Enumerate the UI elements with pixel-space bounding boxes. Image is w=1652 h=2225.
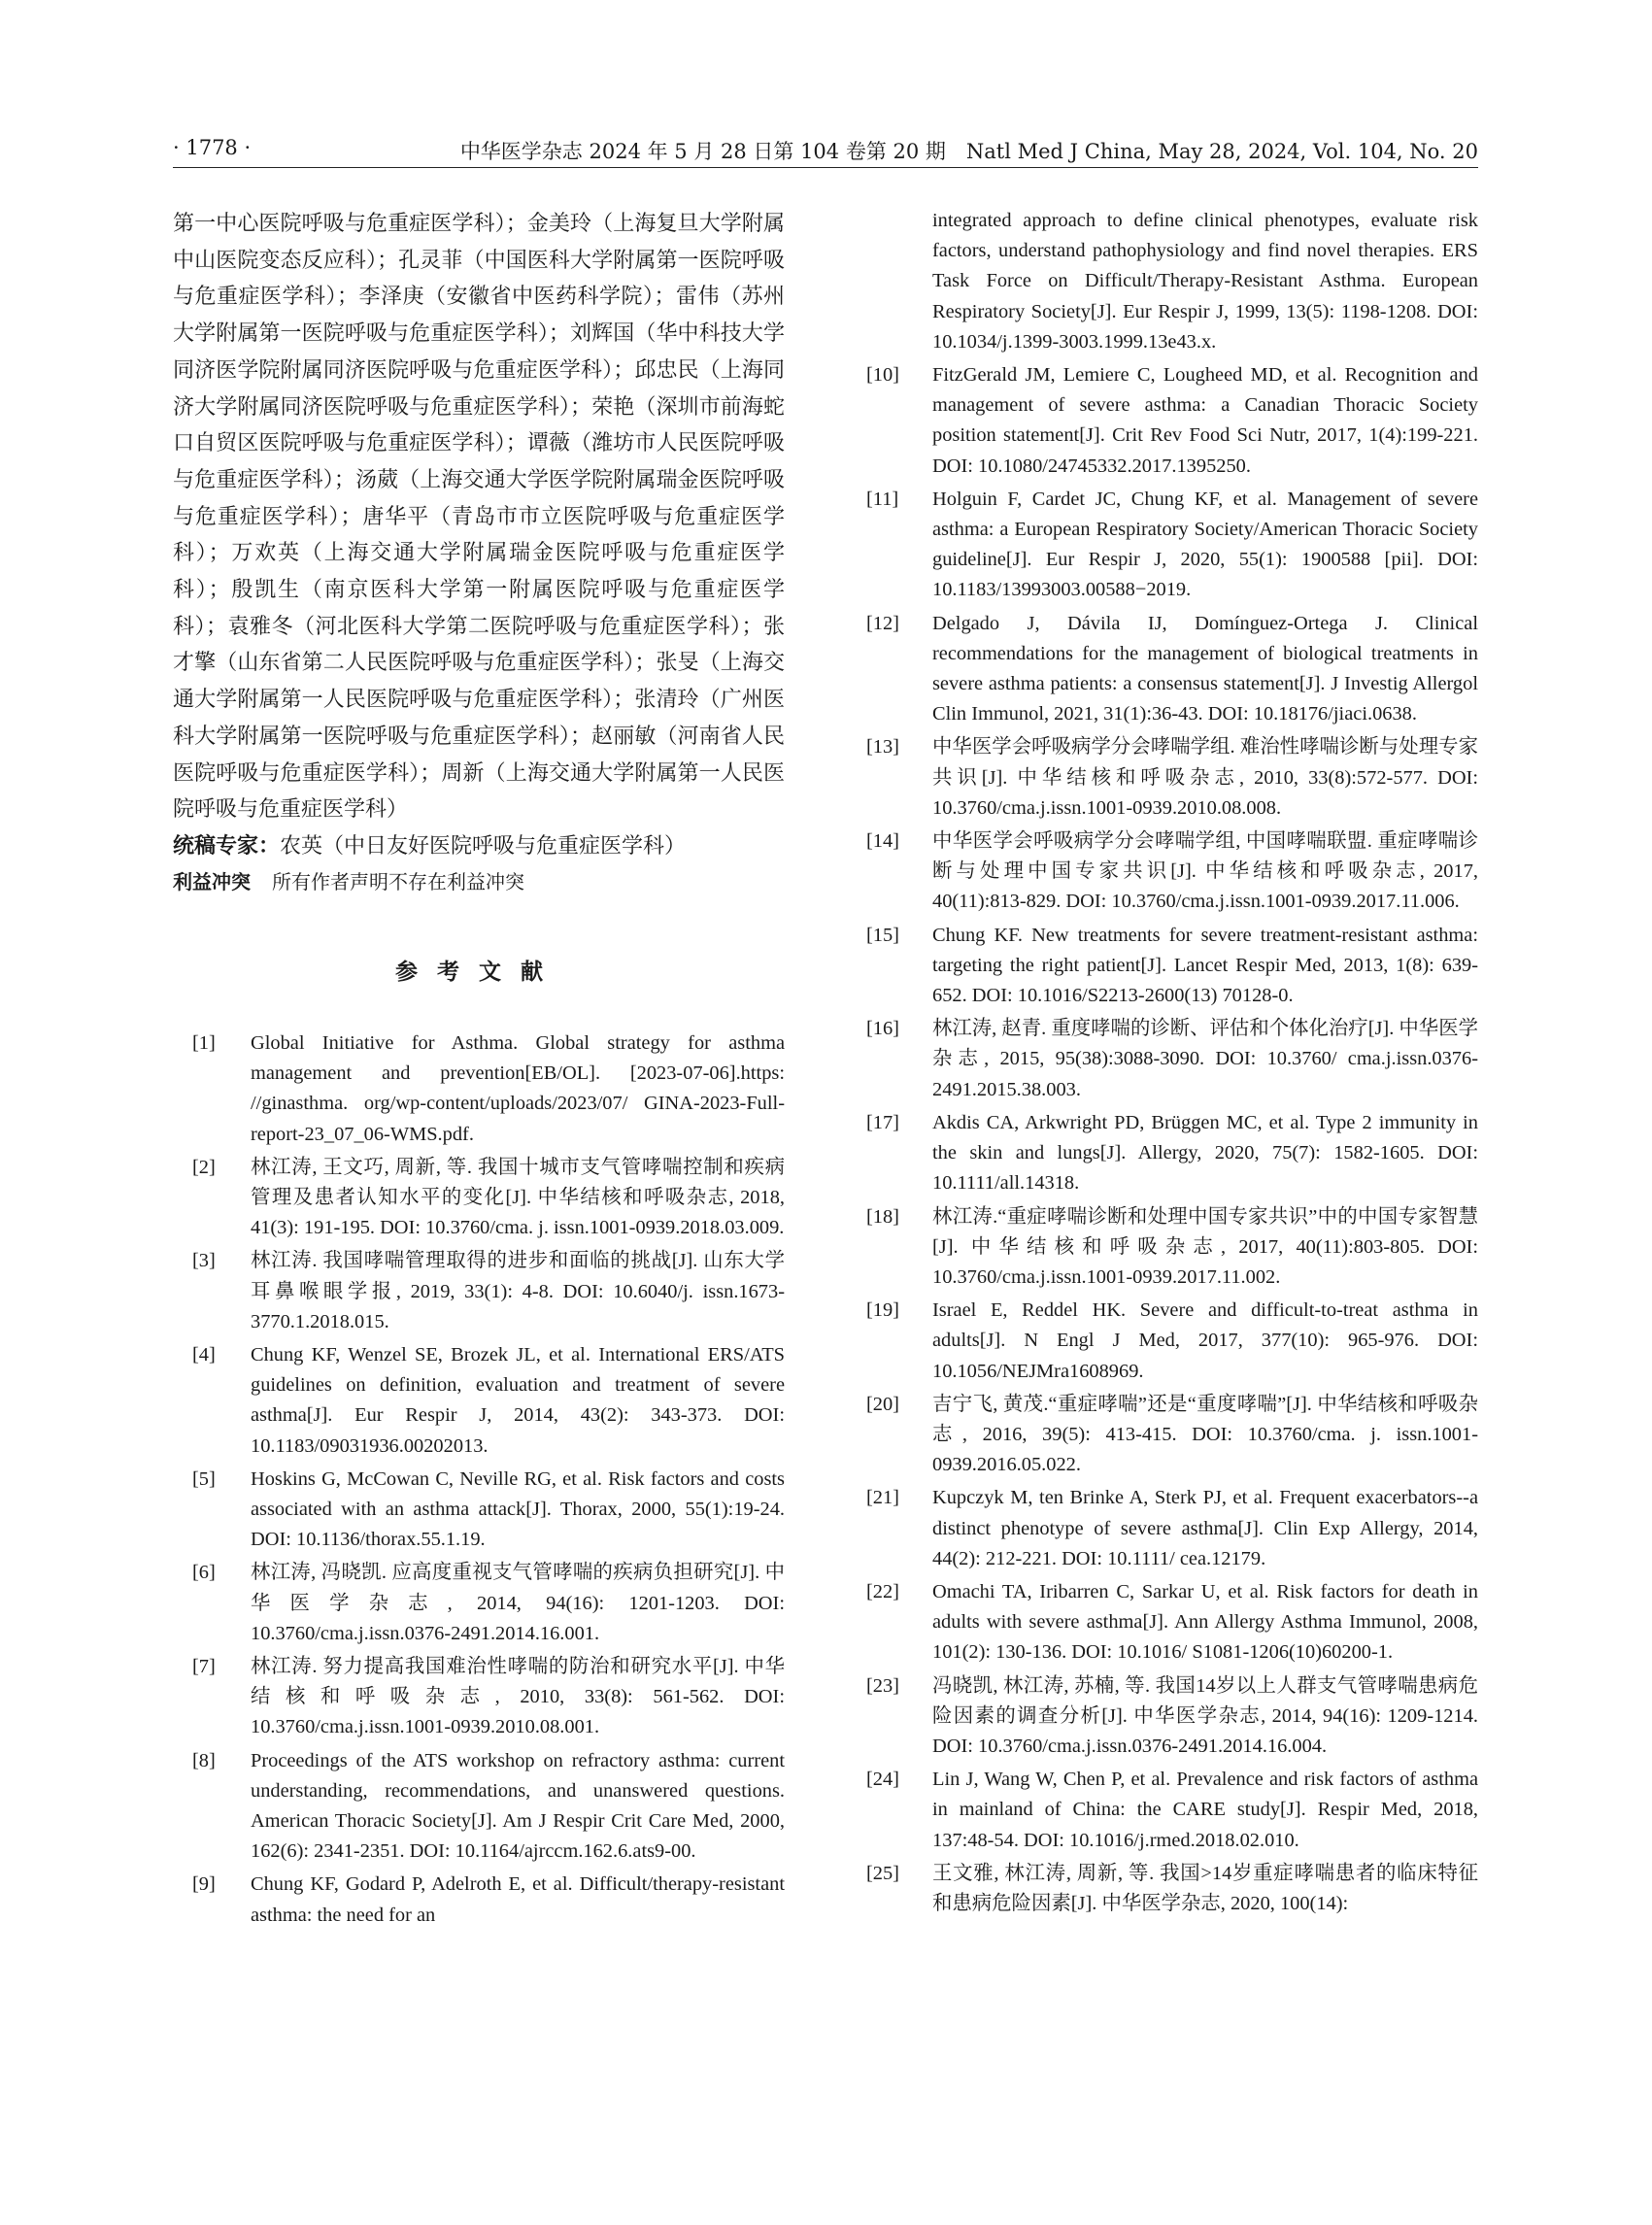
reference-item (866, 1483, 1478, 1574)
reference-number: [14] (866, 830, 899, 853)
reference-number: [1] (192, 1031, 216, 1054)
reference-number: [4] (192, 1343, 216, 1365)
reference-item (866, 485, 1478, 606)
reference-text: 林江涛. 我国哮喘管理取得的进步和面临的挑战[J]. 山东大学耳鼻喉眼学报, 2019, 33(1): 4-8. DOI: 10.6040/j. issn.1673-3770.1.2018.015. (251, 1250, 785, 1332)
reference-item (173, 1465, 785, 1556)
reference-item (866, 1765, 1478, 1856)
reference-list-right (866, 206, 1478, 1919)
reference-number: [11] (866, 488, 899, 510)
reference-text: Proceedings of the ATS workshop on refractory asthma: current understanding, recommendations, and unanswered questions. American Thoracic Society[J]. Am J Respir Crit Care Med, 2000, 162(6): 2341-2351. DOI: 10.1164/ajrccm.162.6.ats9-00. (251, 1749, 785, 1863)
reference-text: Akdis CA, Arkwright PD, Brüggen MC, et al. Type 2 immunity in the skin and lungs[J]. Allergy, 2020, 75(7): 1582-1605. DOI: 10.1111/all.14318. (932, 1111, 1478, 1195)
reference-item (173, 1340, 785, 1462)
reference-item (866, 1296, 1478, 1387)
conflict-label: 利益冲突 (173, 869, 251, 893)
reference-text: Delgado J, Dávila IJ, Domínguez-Ortega J. Clinical recommendations for the management of biological treatments in severe asthma patients: a consensus statement[J]. J Investig Allergol Clin Immunol, 2021, 31(1):36-43. DOI: 10.18176/jiaci.0638. (932, 612, 1478, 725)
reference-number: [17] (866, 1111, 899, 1133)
reference-text: 冯晓凯, 林江涛, 苏楠, 等. 我国14岁以上人群支气管哮喘患病危险因素的调查分析[J]. 中华医学杂志, 2014, 94(16): 1209-1214. DOI: 10.3760/cma.j.issn.0376-2491.2014.16.004. (932, 1674, 1478, 1757)
reference-text: Holguin F, Cardet JC, Chung KF, et al. Management of severe asthma: a European Respiratory Society/American Thoracic Society guideline[J]. Eur Respir J, 2020, 55(1): 1900588 [pii]. DOI: 10.1183/13993003.00588−2019. (932, 488, 1478, 601)
expert-text: 农英（中日友好医院呼吸与危重症医学科） (280, 833, 687, 859)
reference-item (866, 360, 1478, 482)
reference-item (866, 1859, 1478, 1919)
conflict-line (173, 864, 785, 899)
reference-text: 林江涛, 冯晓凯. 应高度重视支气管哮喘的疾病负担研究[J]. 中华医学杂志, 2014, 94(16): 1201-1203. DOI: 10.3760/cma.j.issn.0376-2491.2014.16.001. (251, 1562, 785, 1644)
reference-text: 林江涛. 努力提高我国难治性哮喘的防治和研究水平[J]. 中华结核和呼吸杂志, 2010, 33(8): 561-562. DOI: 10.3760/cma.j.issn.1001-0939.2010.08.001. (251, 1656, 785, 1738)
reference-number: [18] (866, 1205, 899, 1228)
reference-item (173, 1746, 785, 1868)
reference-text: Chung KF, Wenzel SE, Brozek JL, et al. International ERS/ATS guidelines on definition, evaluation and treatment of severe asthma[J]. Eur Respir J, 2014, 43(2): 343-373. DOI: 10.1183/09031936.00202013. (251, 1343, 785, 1457)
conflict-text: 所有作者声明不存在利益冲突 (272, 869, 524, 893)
reference-item (866, 826, 1478, 918)
reference-text: FitzGerald JM, Lemiere C, Lougheed MD, et al. Recognition and management of severe asthma: a Canadian Thoracic Society position statement[J]. Crit Rev Food Sci Nutr, 2017, 1(4):199-221. DOI: 10.1080/24745332.2017.1395250. (932, 364, 1478, 477)
reference-item (866, 1390, 1478, 1481)
reference-text: 王文雅, 林江涛, 周新, 等. 我国>14岁重症哮喘患者的临床特征和患病危险因素[J]. 中华医学杂志, 2020, 100(14): (932, 1862, 1478, 1914)
reference-text: integrated approach to define clinical phenotypes, evaluate risk factors, understand pathophysiology and find novel therapies. ERS Task Force on Difficult/Therapy-Resistant Asthma. European Respiratory Society[J]. Eur Respir J, 1999, 13(5): 1198-1208. DOI: 10.1034/j.1399-3003.1999.13e43.x. (932, 210, 1478, 353)
reference-item (866, 921, 1478, 1012)
reference-number: [3] (192, 1250, 216, 1272)
reference-item (866, 1671, 1478, 1763)
right-column (866, 206, 1478, 1922)
reference-item-continued (866, 206, 1478, 357)
references-heading: 参考文献 (395, 959, 562, 985)
reference-number: [5] (192, 1467, 216, 1490)
reference-text: Global Initiative for Asthma. Global strategy for asthma management and prevention[EB/OL]. [2023-07-06].https: //ginasthma. org/wp-content/uploads/2023/07/ GINA-2023-Full-report-23_07_06-WMS.pdf. (251, 1031, 785, 1145)
reference-number: [19] (866, 1299, 899, 1322)
expert-line (173, 828, 785, 864)
reference-number: [21] (866, 1487, 899, 1509)
reference-text: 林江涛, 王文巧, 周新, 等. 我国十城市支气管哮喘控制和疾病管理及患者认知水平的变化[J]. 中华结核和呼吸杂志, 2018, 41(3): 191-195. DOI: 10.3760/cma. j. issn.1001-0939.2018.03.009. (251, 1156, 785, 1239)
running-header (173, 134, 1478, 168)
reference-number: [10] (866, 364, 899, 387)
reference-item (173, 1558, 785, 1649)
reference-number: [23] (866, 1674, 899, 1697)
reference-item (173, 1870, 785, 1930)
reference-item (173, 1246, 785, 1337)
reference-item (866, 1108, 1478, 1199)
reference-number: [22] (866, 1580, 899, 1602)
reference-number: [8] (192, 1749, 216, 1771)
reference-number: [9] (192, 1873, 216, 1896)
reference-text: 林江涛.“重症哮喘诊断和处理中国专家共识”中的中国专家智慧[J]. 中华结核和呼吸杂志, 2017, 40(11):803-805. DOI: 10.3760/cma.j.issn.1001-0939.2017.11.002. (932, 1205, 1478, 1288)
reference-text: 林江涛, 赵青. 重度哮喘的诊断、评估和个体化治疗[J]. 中华医学杂志, 2015, 95(38):3088-3090. DOI: 10.3760/ cma.j.issn.0376-2491.2015.38.003. (932, 1018, 1478, 1100)
reference-number: [16] (866, 1018, 899, 1040)
reference-item (866, 1202, 1478, 1294)
reference-item (866, 732, 1478, 824)
reference-text: Kupczyk M, ten Brinke A, Sterk PJ, et al. Frequent exacerbators--a distinct phenotype of severe asthma[J]. Clin Exp Allergy, 2014, 44(2): 212-221. DOI: 10.1111/ cea.12179. (932, 1487, 1478, 1569)
reference-text: Chung KF. New treatments for severe treatment-resistant asthma: targeting the right patient[J]. Lancet Respir Med, 2013, 1(8): 639-652. DOI: 10.1016/S2213-2600(13) 70128-0. (932, 924, 1478, 1007)
reference-list-left (173, 1028, 785, 1931)
reference-item (866, 1577, 1478, 1669)
left-column (173, 206, 785, 1934)
journal-citation: 中华医学杂志 2024 年 5 月 28 日第 104 卷第 20 期 Natl Med J China, May 28, 2024, Vol. 104, No. 20 (459, 140, 1478, 163)
reference-item (866, 609, 1478, 730)
reference-text: Lin J, Wang W, Chen P, et al. Prevalence and risk factors of asthma in mainland of China: the CARE study[J]. Respir Med, 2018, 137:48-54. DOI: 10.1016/j.rmed.2018.02.010. (932, 1769, 1478, 1851)
reference-item (173, 1652, 785, 1743)
reference-text: 中华医学会呼吸病学分会哮喘学组, 中国哮喘联盟. 重症哮喘诊断与处理中国专家共识[J]. 中华结核和呼吸杂志, 2017, 40(11):813-829. DOI: 10.3760/cma.j.issn.1001-0939.2017.11.006. (932, 830, 1478, 913)
reference-number: [2] (192, 1156, 216, 1178)
reference-number: [12] (866, 612, 899, 634)
reference-text: Israel E, Reddel HK. Severe and difficult-to-treat asthma in adults[J]. N Engl J Med, 2017, 377(10): 965-976. DOI: 10.1056/NEJMra1608969. (932, 1299, 1478, 1382)
reference-text: Omachi TA, Iribarren C, Sarkar U, et al. Risk factors for death in adults with severe asthma[J]. Ann Allergy Asthma Immunol, 2008, 101(2): 130-136. DOI: 10.1016/ S1081-1206(10)60200-1. (932, 1580, 1478, 1664)
reference-number: [13] (866, 736, 899, 759)
reference-text: 中华医学会呼吸病学分会哮喘学组. 难治性哮喘诊断与处理专家共识[J]. 中华结核和呼吸杂志, 2010, 33(8):572-577. DOI: 10.3760/cma.j.issn.1001-0939.2010.08.008. (932, 736, 1478, 819)
reference-text: 吉宁飞, 黄茂.“重症哮喘”还是“重度哮喘”[J]. 中华结核和呼吸杂志, 2016, 39(5): 413-415. DOI: 10.3760/cma. j. issn.1001-0939.2016.05.022. (932, 1393, 1478, 1476)
reference-number: [15] (866, 924, 899, 946)
page-number: · 1778 · (173, 136, 252, 159)
reference-number: [24] (866, 1769, 899, 1791)
reference-number: [6] (192, 1562, 216, 1584)
reference-number: [20] (866, 1393, 899, 1415)
reference-item (173, 1153, 785, 1244)
reference-text: Chung KF, Godard P, Adelroth E, et al. Difficult/therapy-resistant asthma: the need for an (251, 1873, 785, 1926)
reference-item (866, 1014, 1478, 1105)
reference-item (173, 1028, 785, 1150)
reference-text: Hoskins G, McCowan C, Neville RG, et al. Risk factors and costs associated with an asthma attack[J]. Thorax, 2000, 55(1):19-24. DOI: 10.1136/thorax.55.1.19. (251, 1467, 785, 1551)
reference-number: [25] (866, 1862, 899, 1884)
expert-label: 统稿专家： (173, 833, 281, 859)
reference-number: [7] (192, 1656, 216, 1678)
author-affiliations: 第一中心医院呼吸与危重症医学科）；金美玲（上海复旦大学附属中山医院变态反应科）；孔灵菲（中国医科大学附属第一医院呼吸与危重症医学科）；李泽庚（安徽省中医药科学院）；雷伟（苏州大学附属第一医院呼吸与危重症医学科）；刘辉国（华中科技大学同济医学院附属同济医院呼吸与危重症医学科）；邱忠民（上海同济大学附属同济医院呼吸与危重症医学科）；荣艳（深圳市前海蛇口自贸区医院呼吸与危重症医学科）；谭薇（潍坊市人民医院呼吸与危重症医学科）；汤葳（上海交通大学医学院附属瑞金医院呼吸与危重症医学科）；唐华平（青岛市市立医院呼吸与危重症医学科）；万欢英（上海交通大学附属瑞金医院呼吸与危重症医学科）；殷凯生（南京医科大学第一附属医院呼吸与危重症医学科）；袁雅冬（河北医科大学第二医院呼吸与危重症医学科）；张才擎（山东省第二人民医院呼吸与危重症医学科）；张旻（上海交通大学附属第一人民医院呼吸与危重症医学科）；张清玲（广州医科大学附属第一医院呼吸与危重症医学科）；赵丽敏（河南省人民医院呼吸与危重症医学科）；周新（上海交通大学附属第一人民医院呼吸与危重症医学科） (173, 212, 785, 823)
